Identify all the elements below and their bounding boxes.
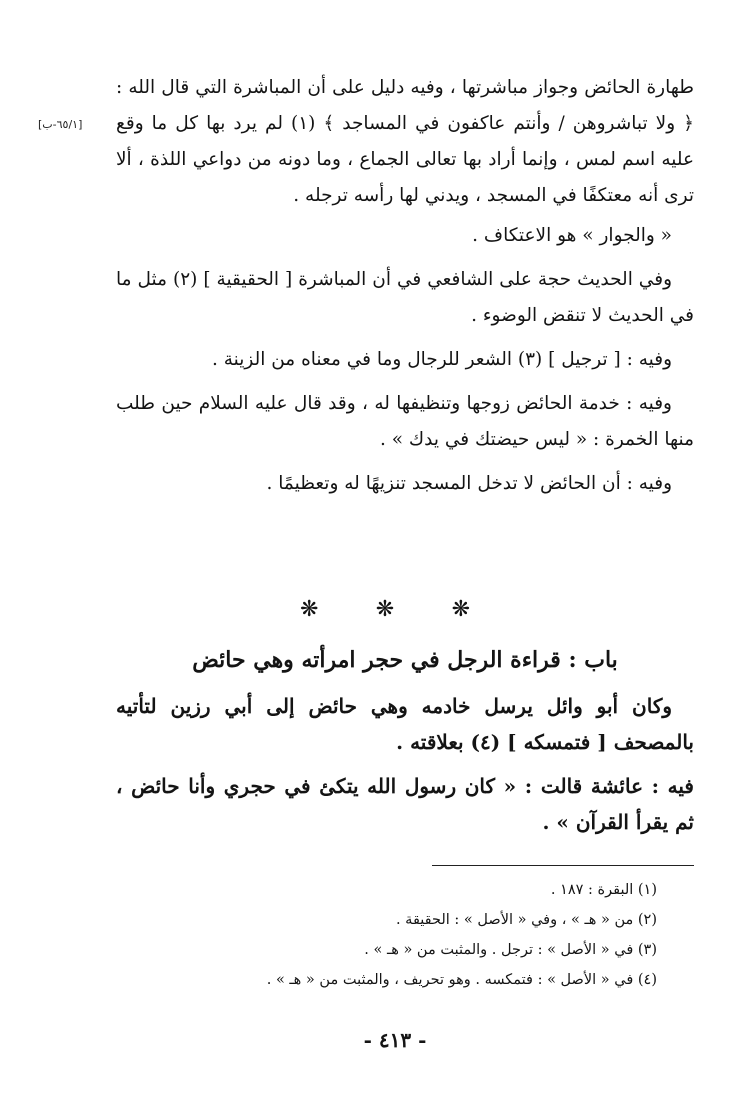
page-number: - ٤١٣ -: [363, 1028, 427, 1052]
footnote-divider: [432, 865, 694, 866]
commentary-paragraph-2: « والجوار » هو الاعتكاف .: [472, 225, 672, 246]
narration-paragraph: وكان أبو وائل يرسل خادمه وهي حائض إلى أبي رزين لتأتيه بالمصحف [ فتمسكه ] (٤) بعلاقته .: [116, 694, 694, 754]
star-ornament-icon: ❋: [451, 597, 470, 622]
commentary-block: [116, 70, 694, 502]
footnote-4: (٤) في « الأصل » : فتمكسه . وهو تحريف ، والمثبت من « هـ » .: [266, 972, 657, 988]
footnote-2: (٢) من « هـ » ، وفي « الأصل » : الحقيقة .: [395, 912, 657, 928]
commentary-paragraph-6: وفيه : أن الحائض لا تدخل المسجد تنزيهًا له وتعظيمًا .: [266, 473, 672, 494]
commentary-paragraph-4: وفيه : [ ترجيل ] (٣) الشعر للرجال وما في معناه من الزينة .: [211, 349, 672, 370]
hadith-paragraph: فيه : عائشة قالت : « كان رسول الله يتكئ في حجري وأنا حائض ، ثم يقرأ القرآن » .: [116, 774, 694, 834]
commentary-paragraph-3: وفي الحديث حجة على الشافعي في أن المباشرة [ الحقيقية ] (٢) مثل ما في الحديث لا تنقض الوضوء .: [116, 269, 694, 326]
commentary-paragraph-5: وفيه : خدمة الحائض زوجها وتنظيفها له ، وقد قال عليه السلام حين طلب منها الخمرة : « ليس حيضتك في يدك » .: [116, 393, 694, 450]
star-ornament-icon: ❋: [300, 597, 319, 622]
footnotes: [117, 875, 657, 995]
section-divider-stars: [300, 597, 470, 622]
commentary-paragraph-1: طهارة الحائض وجواز مباشرتها ، وفيه دليل على أن المباشرة التي قال الله : ﴿ ولا تباشروهن / وأنتم عاكفون في المساجد ﴾ (١) لم يرد بها كل ما وقع عليه اسم لمس ، وإنما أراد بها تعالى الجماع ، وما دونه من دواعي اللذة ، ألا ترى أنه معتكفًا في المسجد ، ويدني لها رأسه ترجله .: [116, 77, 694, 206]
chapter-text-block: [116, 688, 694, 840]
chapter-heading: باب : قراءة الرجل في حجر امرأته وهي حائض: [192, 647, 618, 673]
star-ornament-icon: ❋: [375, 597, 395, 622]
footnote-1: (١) البقرة : ١٨٧ .: [550, 882, 657, 898]
margin-manuscript-reference: [٦٥/١-ب]: [38, 118, 83, 131]
footnote-3: (٣) في « الأصل » : ترجل . والمثبت من « هـ » .: [364, 942, 657, 958]
